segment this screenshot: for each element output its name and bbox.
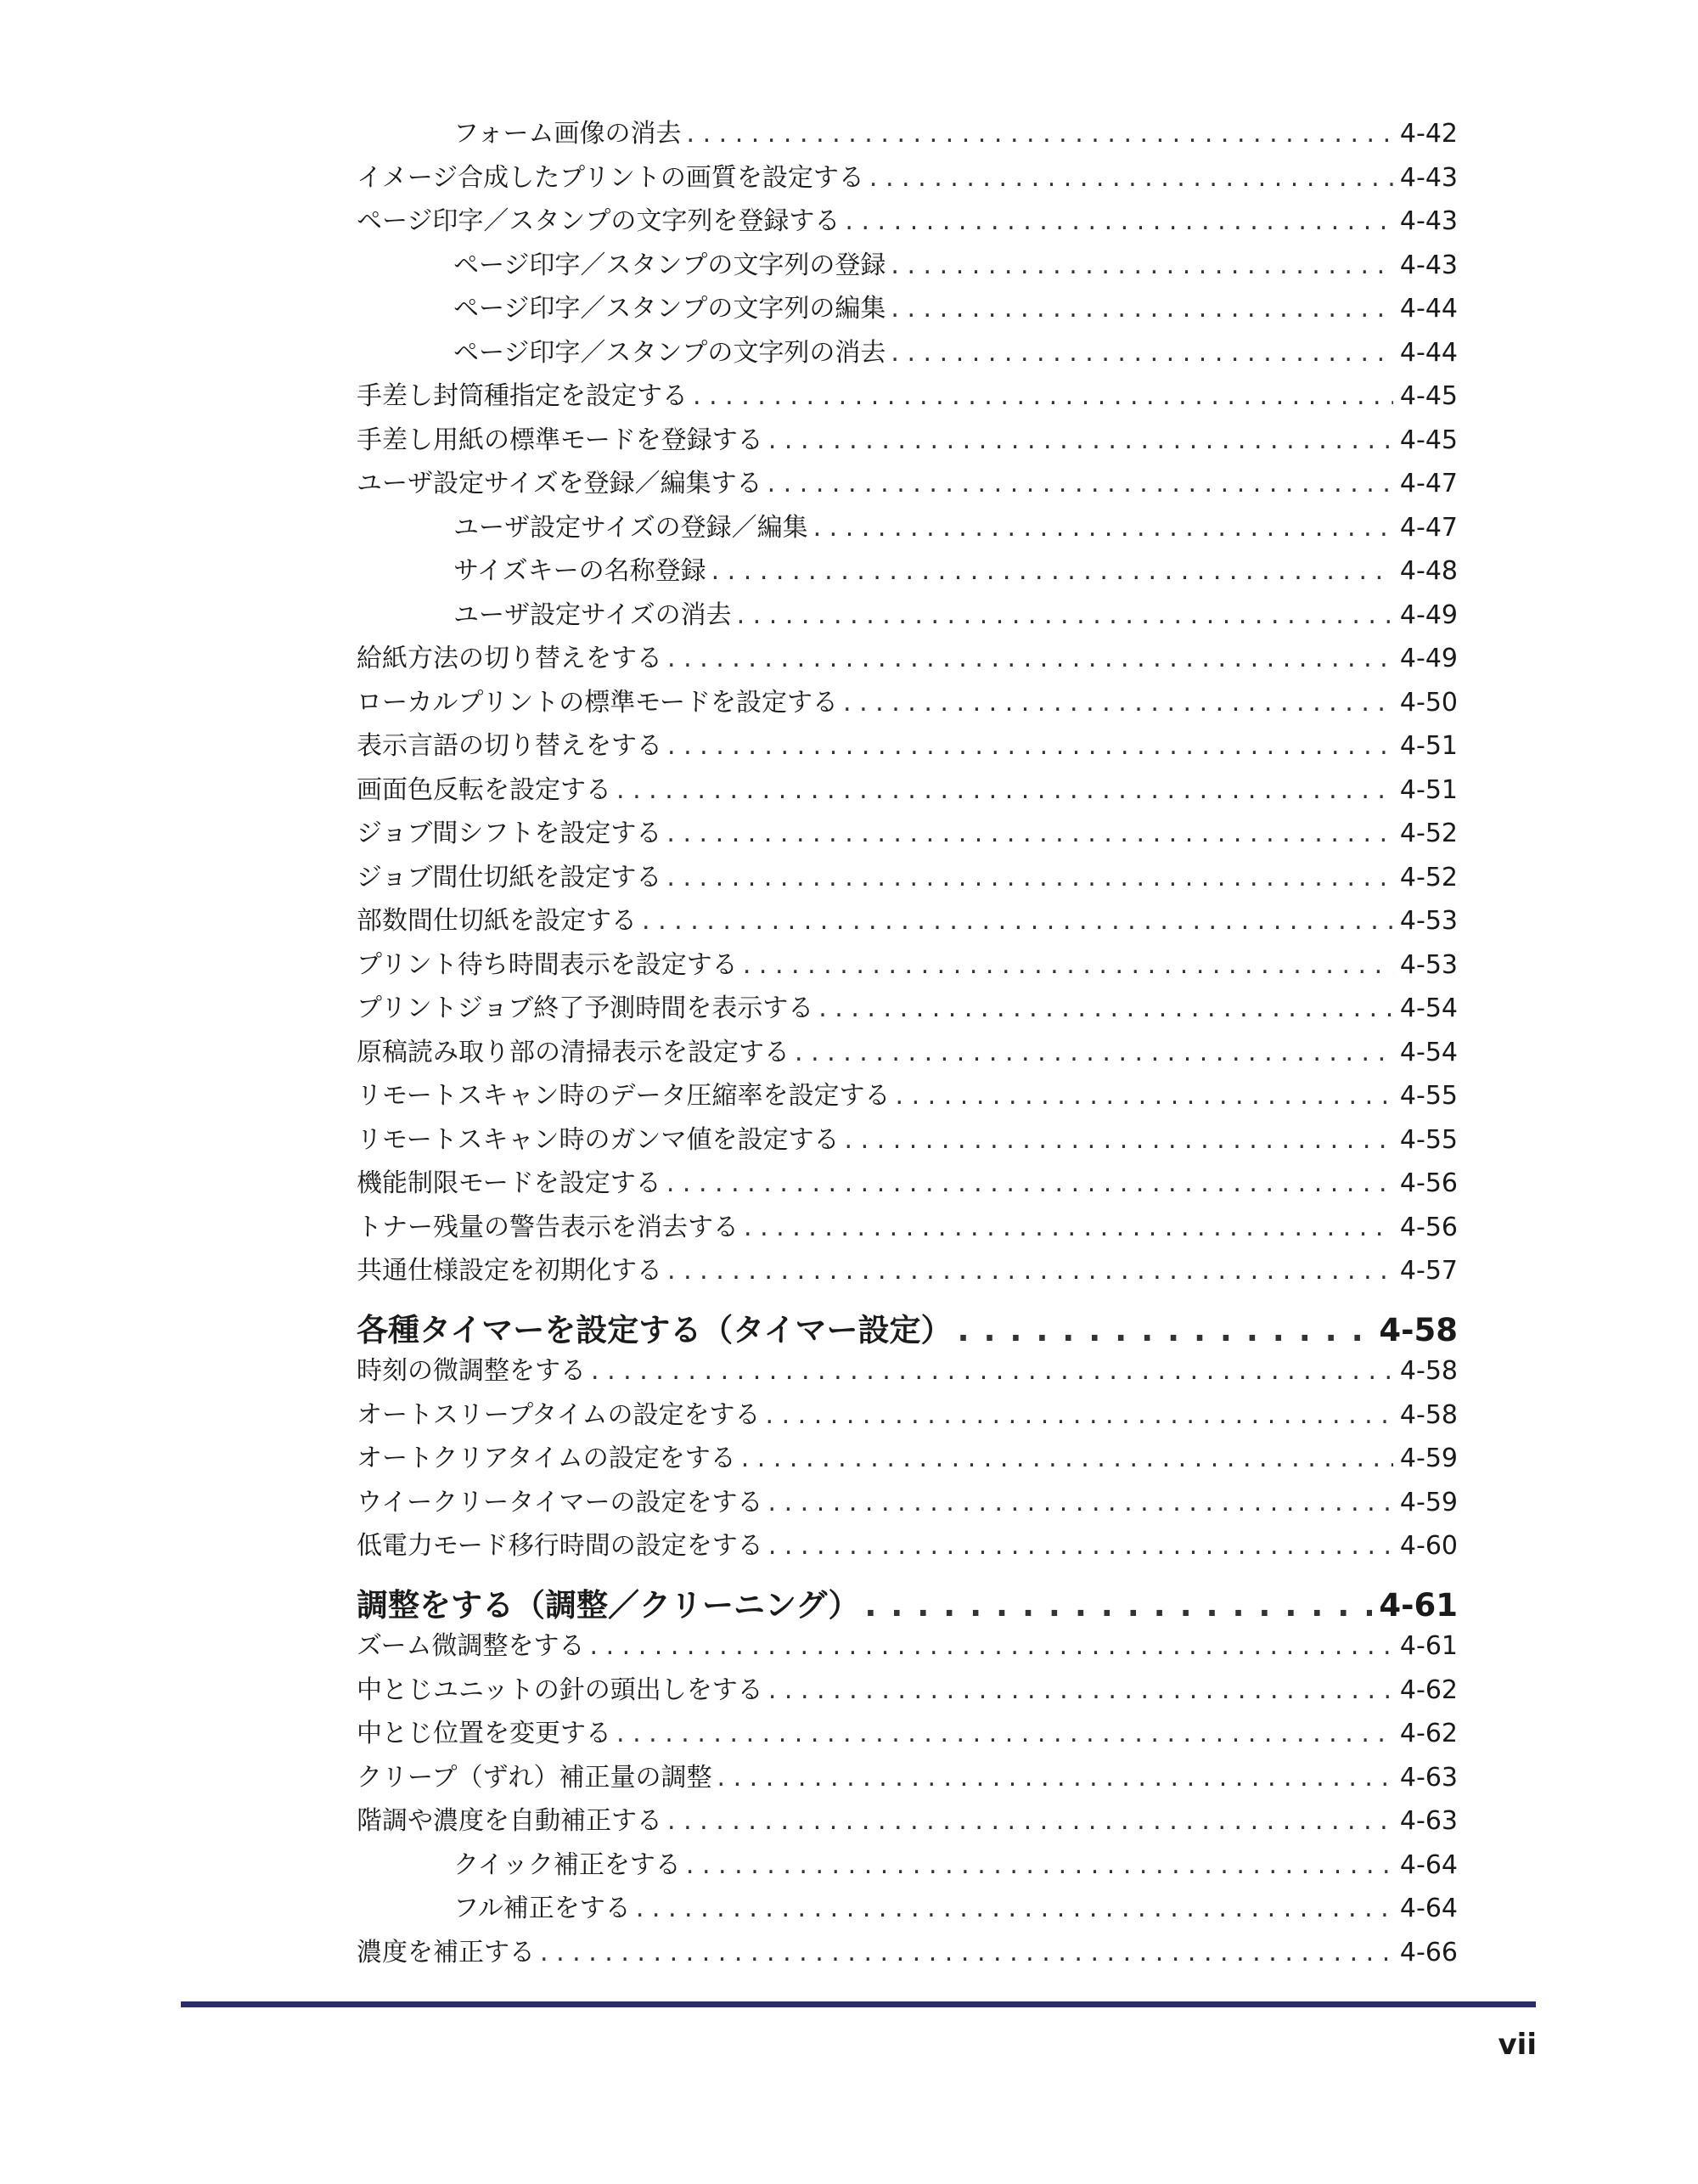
toc-entry-title: ローカルプリントの標準モードを設定する: [357, 688, 838, 718]
toc-leader-dots: [616, 1719, 1393, 1748]
toc-entry-page: 4-43: [1399, 206, 1458, 236]
page-number: vii: [1498, 2028, 1537, 2062]
toc-entry[interactable]: [357, 1162, 1458, 1206]
toc-leader-dots: [896, 1081, 1393, 1111]
toc-leader-dots: [666, 863, 1393, 892]
toc-entry[interactable]: [357, 200, 1458, 244]
toc-entry-page: 4-48: [1399, 556, 1458, 586]
toc-entry-page: 4-53: [1399, 950, 1458, 980]
toc-entry-page: 4-62: [1399, 1719, 1458, 1748]
toc-entry[interactable]: [357, 856, 1458, 900]
toc-leader-dots: [864, 1587, 1372, 1624]
toc-entry-page: 4-49: [1399, 644, 1458, 673]
toc-leader-dots: [869, 163, 1393, 193]
toc-entry-page: 4-61: [1379, 1587, 1458, 1624]
toc-entry-title: 手差し用紙の標準モードを登録する: [357, 425, 763, 455]
toc-entry-title: ユーザ設定サイズの消去: [453, 600, 732, 630]
toc-entry-title: ジョブ間シフトを設定する: [357, 819, 662, 848]
toc-leader-dots: [818, 993, 1393, 1023]
toc-entry-page: 4-63: [1399, 1763, 1458, 1793]
toc-leader-dots: [891, 338, 1393, 368]
toc-entry[interactable]: [357, 1624, 1458, 1669]
toc-entry[interactable]: [357, 1437, 1458, 1481]
toc-entry[interactable]: [357, 1074, 1458, 1118]
toc-entry-title: ユーザ設定サイズの登録／編集: [453, 513, 808, 543]
toc-entry[interactable]: [357, 812, 1458, 856]
toc-leader-dots: [540, 1938, 1393, 1967]
toc-leader-dots: [642, 906, 1393, 936]
toc-entry[interactable]: [453, 244, 1458, 288]
toc-entry-title: ズーム微調整をする: [357, 1631, 585, 1661]
toc-leader-dots: [667, 644, 1393, 673]
toc-leader-dots: [891, 250, 1393, 280]
toc-entry-title: 機能制限モードを設定する: [357, 1168, 661, 1198]
toc-leader-dots: [768, 1675, 1393, 1705]
toc-entry[interactable]: [357, 1799, 1458, 1843]
toc-entry-title: リモートスキャン時のガンマ値を設定する: [357, 1125, 840, 1155]
toc-entry-title: イメージ合成したプリントの画質を設定する: [357, 163, 864, 193]
toc-entry-page: 4-51: [1399, 775, 1458, 805]
toc-entry-page: 4-54: [1399, 1038, 1458, 1067]
toc-entry-title: 調整をする（調整／クリーニング）: [357, 1587, 860, 1624]
toc-leader-dots: [666, 1168, 1393, 1198]
toc-entry-title: 低電力モード移行時間の設定をする: [357, 1531, 763, 1561]
toc-entry-title: 共通仕様設定を初期化する: [357, 1256, 662, 1286]
toc-entry[interactable]: [357, 419, 1458, 463]
toc-entry-page: 4-44: [1399, 338, 1458, 368]
toc-entry-title: ページ印字／スタンプの文字列の登録: [453, 250, 886, 280]
toc-leader-dots: [590, 1631, 1393, 1661]
toc-entry-title: ページ印字／スタンプの文字列の消去: [453, 338, 886, 368]
toc-entry-title: サイズキーの名称登録: [453, 556, 706, 586]
toc-entry-title: リモートスキャン時のデータ圧縮率を設定する: [357, 1081, 891, 1111]
toc-entry[interactable]: [357, 681, 1458, 725]
toc-entry-page: 4-57: [1399, 1256, 1458, 1286]
toc-entry[interactable]: [357, 1031, 1458, 1075]
toc-leader-dots: [667, 731, 1393, 761]
toc-leader-dots: [616, 775, 1393, 805]
toc-leader-dots: [813, 513, 1393, 543]
toc-leader-dots: [766, 1400, 1393, 1430]
toc-leader-dots: [743, 950, 1393, 980]
toc-entry[interactable]: [357, 374, 1458, 419]
toc-leader-dots: [686, 1850, 1393, 1880]
toc-entry-page: 4-53: [1399, 906, 1458, 936]
toc-entry-page: 4-50: [1399, 688, 1458, 718]
toc-entry-page: 4-62: [1399, 1675, 1458, 1705]
toc-entry[interactable]: [357, 462, 1458, 506]
toc-section-heading[interactable]: [357, 1579, 1458, 1624]
toc-entry[interactable]: [357, 1393, 1458, 1438]
toc-leader-dots: [591, 1356, 1393, 1386]
toc-entry-page: 4-47: [1399, 469, 1458, 498]
toc-section-heading[interactable]: [357, 1304, 1458, 1348]
toc-leader-dots: [768, 1531, 1393, 1561]
toc-entry-page: 4-61: [1399, 1631, 1458, 1661]
toc-entry-title: フル補正をする: [453, 1894, 631, 1923]
toc-leader-dots: [636, 1894, 1393, 1923]
toc-entry[interactable]: [453, 112, 1458, 156]
toc-entry-title: トナー残量の警告表示を消去する: [357, 1213, 739, 1242]
toc-entry-page: 4-54: [1399, 993, 1458, 1023]
toc-entry-page: 4-56: [1399, 1168, 1458, 1198]
toc-entry[interactable]: [357, 987, 1458, 1031]
toc-leader-dots: [768, 425, 1393, 455]
toc-entry-page: 4-60: [1399, 1531, 1458, 1561]
toc-entry-title: 濃度を補正する: [357, 1938, 535, 1967]
toc-entry[interactable]: [357, 899, 1458, 943]
toc-entry-title: ウイークリータイマーの設定をする: [357, 1488, 763, 1517]
toc-entry-page: 4-59: [1399, 1488, 1458, 1517]
toc-entry-page: 4-43: [1399, 250, 1458, 280]
toc-entry-page: 4-49: [1399, 600, 1458, 630]
toc-entry[interactable]: [357, 943, 1458, 988]
toc-entry[interactable]: [357, 1206, 1458, 1250]
toc-entry[interactable]: [357, 1524, 1458, 1568]
toc-leader-dots: [693, 381, 1393, 411]
toc-entry[interactable]: [357, 724, 1458, 768]
toc-entry-page: 4-59: [1399, 1444, 1458, 1473]
toc-leader-dots: [845, 1125, 1393, 1155]
toc-leader-dots: [767, 469, 1393, 498]
toc-entry-title: クイック補正をする: [453, 1850, 681, 1880]
toc-entry[interactable]: [453, 594, 1458, 638]
toc-entry-title: プリント待ち時間表示を設定する: [357, 950, 738, 980]
toc-entry-title: 部数間仕切紙を設定する: [357, 906, 637, 936]
toc-leader-dots: [891, 294, 1393, 324]
toc-entry-page: 4-44: [1399, 294, 1458, 324]
toc-entry-title: クリープ（ずれ）補正量の調整: [357, 1763, 712, 1793]
toc-leader-dots: [667, 1256, 1393, 1286]
toc-leader-dots: [795, 1038, 1393, 1067]
toc-leader-dots: [768, 1488, 1393, 1517]
toc-entry-page: 4-58: [1399, 1356, 1458, 1386]
toc-entry-title: 時刻の微調整をする: [357, 1356, 586, 1386]
toc-leader-dots: [744, 1213, 1393, 1242]
toc-entry-page: 4-45: [1399, 425, 1458, 455]
toc-entry[interactable]: [357, 637, 1458, 681]
toc-entry-page: 4-55: [1399, 1125, 1458, 1155]
toc-entry-page: 4-58: [1399, 1400, 1458, 1430]
toc-entry-page: 4-63: [1399, 1806, 1458, 1836]
toc-entry[interactable]: [453, 331, 1458, 375]
toc-entry-title: ページ印字／スタンプの文字列を登録する: [357, 206, 841, 236]
toc-entry-title: 手差し封筒種指定を設定する: [357, 381, 688, 411]
toc-entry-title: 中とじユニットの針の頭出しをする: [357, 1675, 763, 1705]
toc-entry-page: 4-66: [1399, 1938, 1458, 1967]
toc-entry-page: 4-56: [1399, 1213, 1458, 1242]
toc-entry-page: 4-51: [1399, 731, 1458, 761]
toc-entry-page: 4-47: [1399, 513, 1458, 543]
toc-entry-title: 原稿読み取り部の清掃表示を設定する: [357, 1038, 790, 1067]
toc-entry[interactable]: [453, 506, 1458, 550]
toc-entry[interactable]: [357, 1712, 1458, 1756]
toc-entry-page: 4-55: [1399, 1081, 1458, 1111]
toc-entry-page: 4-52: [1399, 863, 1458, 892]
toc-entry-title: 階調や濃度を自動補正する: [357, 1806, 662, 1836]
toc-entry-title: プリントジョブ終了予測時間を表示する: [357, 993, 814, 1023]
toc-entry[interactable]: [357, 1756, 1458, 1800]
toc-leader-dots: [667, 1806, 1393, 1836]
toc-entry-title: 給紙方法の切り替えをする: [357, 644, 662, 673]
toc-entry-title: オートスリープタイムの設定をする: [357, 1400, 761, 1430]
toc-leader-dots: [845, 206, 1393, 236]
toc-entry-title: オートクリアタイムの設定をする: [357, 1444, 736, 1473]
toc-entry[interactable]: [453, 1887, 1458, 1931]
toc-entry-title: 表示言語の切り替えをする: [357, 731, 662, 761]
toc-leader-dots: [666, 819, 1393, 848]
toc-entry-page: 4-43: [1399, 163, 1458, 193]
toc-entry[interactable]: [357, 1669, 1458, 1713]
toc-entry[interactable]: [357, 1481, 1458, 1525]
toc-entry[interactable]: [357, 1118, 1458, 1162]
toc-entry[interactable]: [357, 1249, 1458, 1293]
toc-leader-dots: [687, 119, 1393, 149]
toc-entry-title: フォーム画像の消去: [453, 119, 682, 149]
toc-leader-dots: [741, 1444, 1393, 1473]
toc-entry-page: 4-42: [1399, 119, 1458, 149]
toc-entry-page: 4-52: [1399, 819, 1458, 848]
toc-entry-page: 4-64: [1399, 1894, 1458, 1923]
toc-leader-dots: [711, 556, 1393, 586]
toc-entry[interactable]: [357, 768, 1458, 813]
toc-entry-title: ページ印字／スタンプの文字列の編集: [453, 294, 886, 324]
toc-entry-title: ジョブ間仕切紙を設定する: [357, 863, 662, 892]
toc-entry[interactable]: [357, 156, 1458, 200]
footer-divider: [181, 2001, 1536, 2007]
toc-entry-title: 中とじ位置を変更する: [357, 1719, 611, 1748]
toc-leader-dots: [737, 600, 1393, 630]
toc-leader-dots: [843, 688, 1393, 718]
toc-entry[interactable]: [453, 1843, 1458, 1888]
toc-entry[interactable]: [453, 287, 1458, 331]
toc-entry-page: 4-45: [1399, 381, 1458, 411]
toc-entry-title: ユーザ設定サイズを登録／編集する: [357, 469, 762, 498]
toc-entry-page: 4-58: [1379, 1312, 1458, 1348]
toc-leader-dots: [958, 1312, 1373, 1348]
toc-entry[interactable]: [357, 1349, 1458, 1393]
toc-entry[interactable]: [453, 549, 1458, 594]
toc-entry-title: 画面色反転を設定する: [357, 775, 611, 805]
toc-leader-dots: [717, 1763, 1393, 1793]
toc-entry[interactable]: [357, 1931, 1458, 1975]
toc-entry-title: 各種タイマーを設定する（タイマー設定）: [357, 1312, 953, 1348]
toc-entry-page: 4-64: [1399, 1850, 1458, 1880]
